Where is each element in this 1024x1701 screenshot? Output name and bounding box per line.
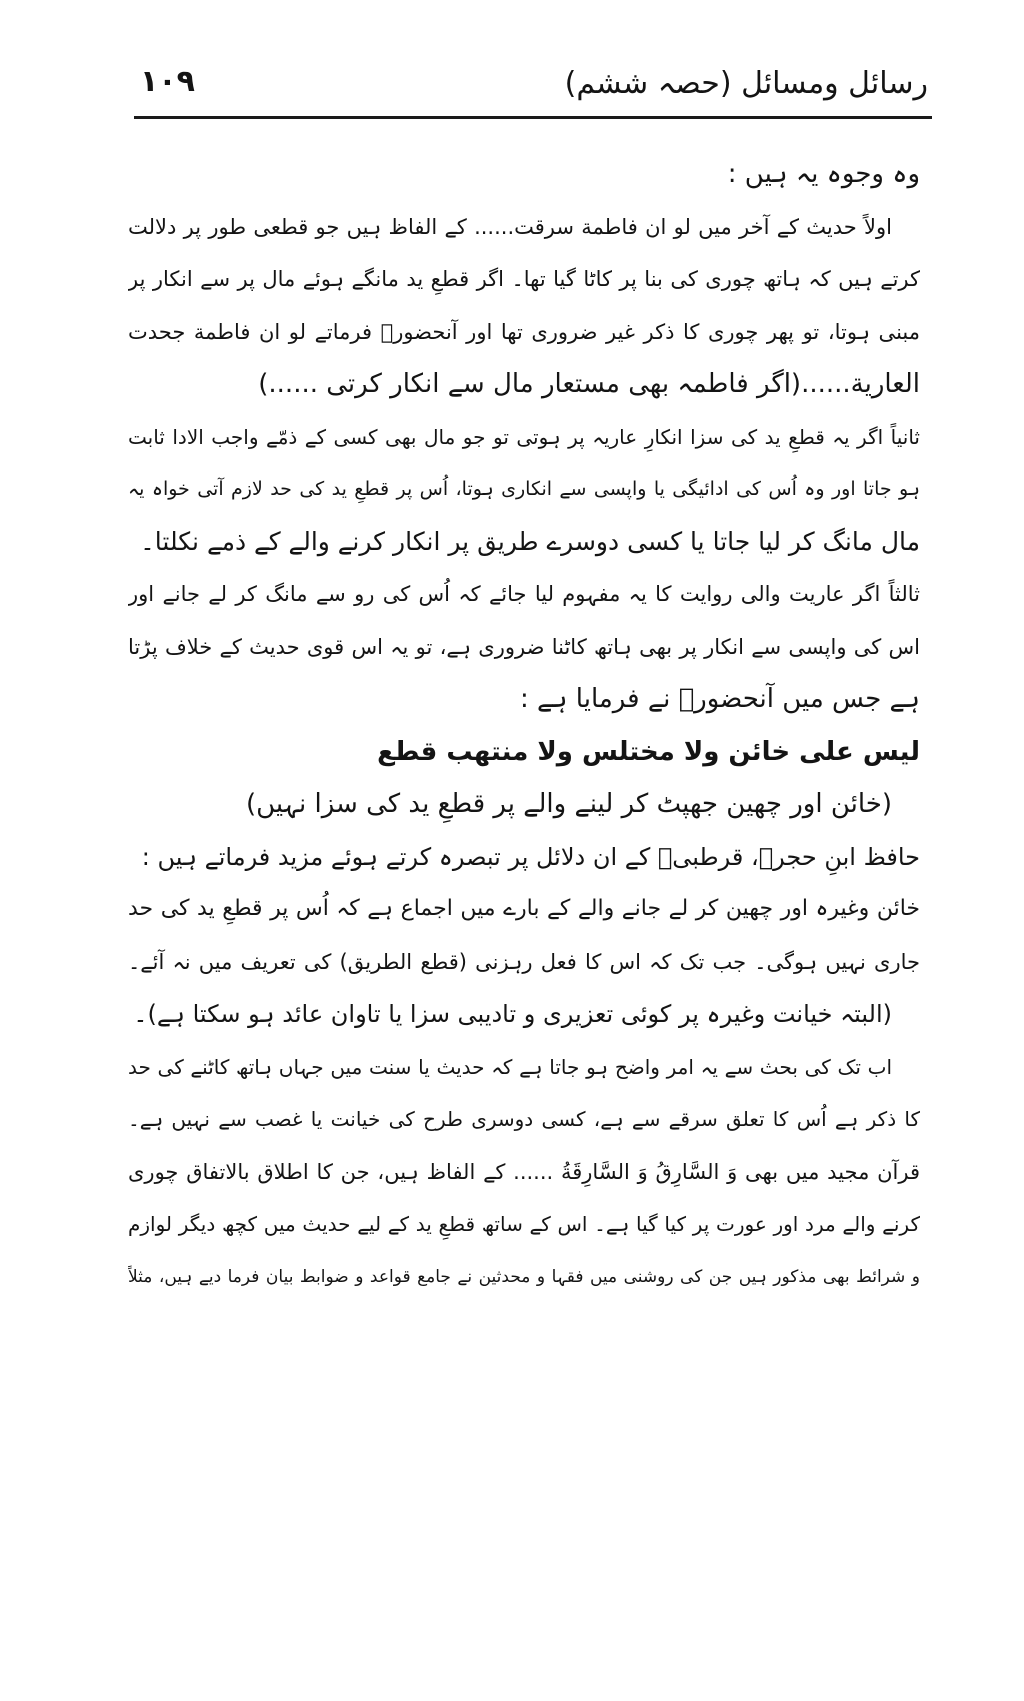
- text-line: ثالثاً اگر عاریت والی روایت کا یہ مفہوم لیا جائے کہ اُس کی رو سے مانگ کر لے جانے اور: [128, 582, 920, 606]
- body-text: [128, 148, 920, 1303]
- text-line: جاری نہیں ہوگی۔ جب تک کہ اس کا فعل رہزنی (قطع الطريق) کی تعریف میں نہ آئے۔: [128, 949, 920, 974]
- header-rule: [134, 116, 932, 119]
- text-line: کرتے ہیں کہ ہاتھ چوری کی بنا پر کاٹا گیا تھا۔ اگر قطعِ ید مانگے ہوئے مال پر سے انکار پر: [128, 267, 920, 291]
- arabic-quote-line: ليس على خائن ولا مختلس ولا منتهب قطع: [377, 736, 920, 767]
- text-line: قرآن مجید میں بھی وَ السَّارِقُ وَ السَّارِقَةُ ...... کے الفاظ ہیں، جن کا اطلاق بالاتفاق چوری: [128, 1159, 920, 1184]
- book-title: رسائل ومسائل (حصہ ششم): [564, 66, 928, 101]
- text-line: حافظ ابنِ حجرؒ، قرطبیؒ کے ان دلائل پر تبصرہ کرتے ہوئے مزید فرماتے ہیں :: [141, 842, 920, 871]
- text-line: ہے جس میں آنحضورؐ نے فرمایا ہے :: [520, 684, 920, 714]
- text-line: اب تک کی بحث سے یہ امر واضح ہو جاتا ہے کہ حدیث یا سنت میں جہاں ہاتھ کاٹنے کی حد: [128, 1054, 892, 1079]
- text-line: وہ وجوہ یہ ہیں :: [727, 159, 920, 189]
- text-line: ثانیاً اگر یہ قطعِ ید کی سزا انکارِ عاریہ پر ہوتی تو جو مال بھی کسی کے ذمّے واجب الادا ثابت: [128, 424, 920, 449]
- text-line: مال مانگ کر لیا جاتا یا کسی دوسرے طریق پر انکار کرنے والے کے ذمے نکلتا۔: [140, 526, 920, 556]
- text-line: (البتہ خیانت وغیرہ پر کوئی تعزیری و تادیبی سزا یا تاوان عائد ہو سکتا ہے)۔: [133, 1000, 892, 1028]
- text-line: العارية......(اگر فاطمہ بھی مستعار مال سے انکار کرتی ......): [258, 369, 920, 399]
- text-line: مبنی ہوتا، تو پھر چوری کا ذکر غیر ضروری تھا اور آنحضورؐ فرماتے لو ان فاطمة جحدت: [128, 319, 920, 344]
- text-line: خائن وغیرہ اور چھین کر لے جانے والے کے بارے میں اجماع ہے کہ اُس پر قطعِ ید کی حد: [128, 896, 920, 921]
- running-head: [138, 62, 928, 112]
- text-line: و شرائط بھی مذکور ہیں جن کی روشنی میں فقہا و محدثین نے جامع قواعد و ضوابط بیان فرما دیے ہیں، مثلاً: [128, 1266, 920, 1287]
- text-line: کا ذکر ہے اُس کا تعلق سرقے سے ہے، کسی دوسری طرح کی خیانت یا غصب سے نہیں ہے۔: [128, 1107, 920, 1131]
- text-line: کرنے والے مرد اور عورت پر کیا گیا ہے۔ اس کے ساتھ قطعِ ید کے لیے حدیث میں کچھ دیگر لوازم: [128, 1212, 920, 1236]
- translation-line: (خائن اور چھین جھپٹ کر لینے والے پر قطعِ ید کی سزا نہیں): [245, 789, 892, 819]
- text-line: اولاً حدیث کے آخر میں لو ان فاطمة سرقت...... کے الفاظ ہیں جو قطعی طور پر دلالت: [128, 214, 892, 239]
- text-line: اس کی واپسی سے انکار پر بھی ہاتھ کاٹنا ضروری ہے، تو یہ اس قوی حدیث کے خلاف پڑتا: [128, 634, 920, 659]
- page-number: ١٠٩: [140, 64, 195, 99]
- text-line: ہو جاتا اور وہ اُس کی ادائیگی یا واپسی سے انکاری ہوتا، اُس پر قطعِ ید کی حد لازم آتی خواہ یہ: [128, 478, 920, 500]
